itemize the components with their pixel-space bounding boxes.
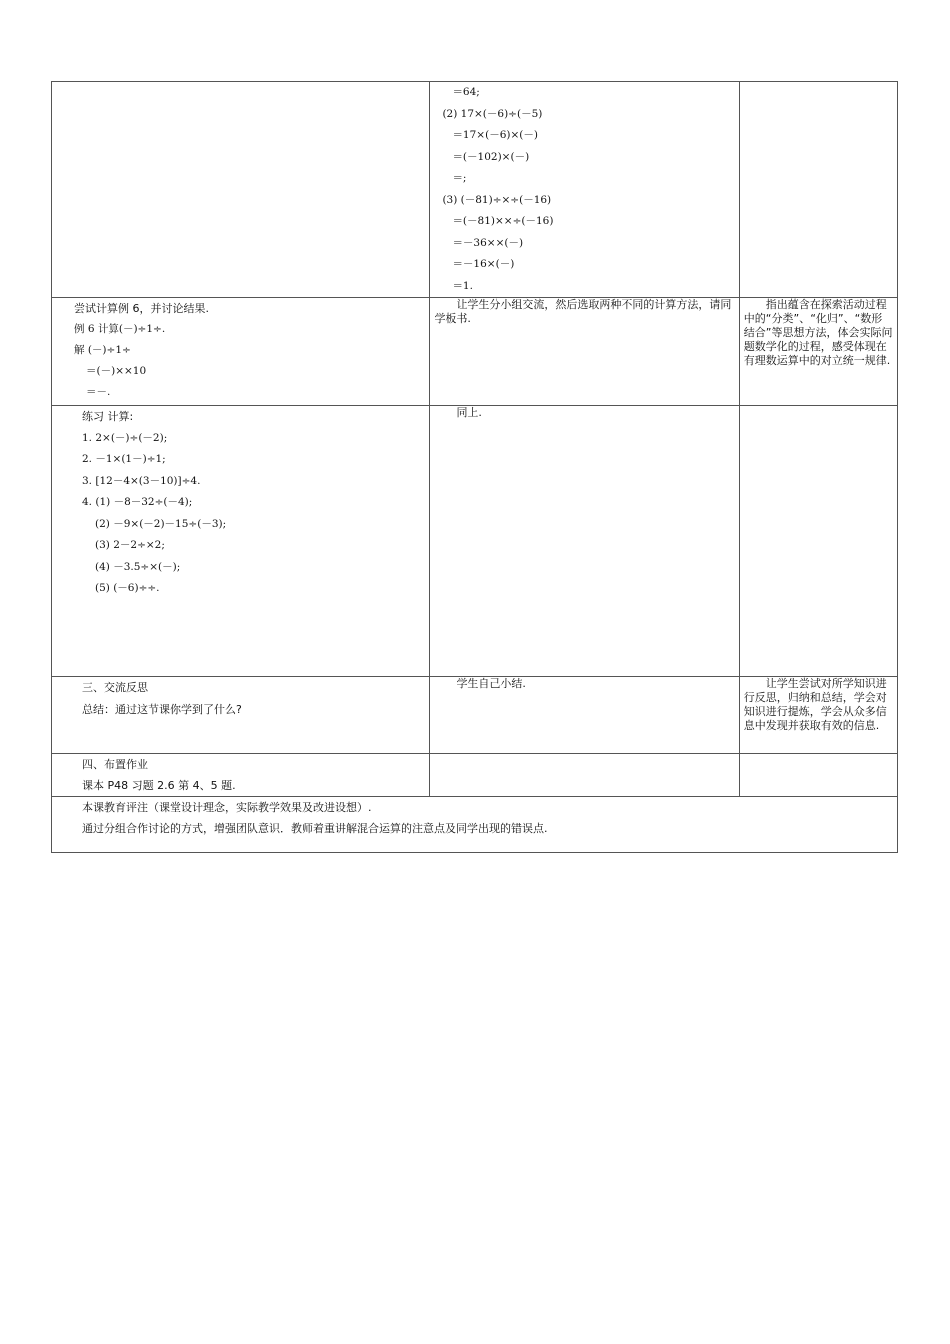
commentary-text: 通过分组合作讨论的方式，增强团队意识．教师着重讲解混合运算的注意点及同学出现的错误点. xyxy=(82,822,548,835)
practice-item: (3) 2－2÷×2; xyxy=(95,539,165,551)
example-line: 解 (－)÷1÷ xyxy=(74,344,131,356)
row1-right-cell xyxy=(739,82,897,298)
commentary-cell xyxy=(52,797,898,853)
solution-line: ＝1. xyxy=(452,279,473,292)
practice-item: 2. －1×(1－)÷1; xyxy=(82,453,166,465)
row4-right-cell xyxy=(739,677,897,754)
section-heading: 三、交流反思 xyxy=(82,681,148,694)
example-line: ＝－. xyxy=(86,386,111,398)
teacher-activity-text: 同上. xyxy=(456,406,482,419)
teacher-activity-text: 让学生分小组交流，然后选取两种不同的计算方法，请同学板书. xyxy=(434,298,732,325)
row1-mid-cell xyxy=(430,82,739,298)
teacher-activity-text: 学生自己小结. xyxy=(456,677,526,690)
solution-line: ＝－36××(－) xyxy=(452,236,524,249)
practice-item: 1. 2×(－)÷(－2); xyxy=(82,431,168,444)
row2-right-cell xyxy=(739,298,897,406)
lesson-plan-table xyxy=(51,81,898,853)
row2-left-cell xyxy=(52,298,430,406)
table-row-example-6 xyxy=(52,298,898,406)
example-line: ＝(－)××10 xyxy=(86,365,147,377)
row4-mid-cell xyxy=(430,677,739,754)
commentary-heading: 本课教育评注（课堂设计理念，实际教学效果及改进设想）. xyxy=(82,801,372,814)
row5-right-cell xyxy=(739,754,897,797)
solution-line: ＝－16×(－) xyxy=(452,258,515,270)
example-line: 例 6 计算(－)÷1÷. xyxy=(74,323,166,335)
table-row-reflection xyxy=(52,677,898,754)
row2-mid-cell xyxy=(430,298,739,406)
example-prompt: 尝试计算例 6，并讨论结果. xyxy=(74,302,209,315)
row3-mid-cell xyxy=(430,406,739,677)
lesson-plan-sheet xyxy=(51,81,898,853)
practice-item: 3. [12－4×(3－10)]÷4. xyxy=(82,474,201,487)
design-intent-text: 让学生尝试对所学知识进行反思，归纳和总结，学会对知识进行提炼，学会从众多信息中发现并获取有效的信息. xyxy=(743,677,887,732)
row1-left-cell xyxy=(52,82,430,298)
table-row-worked-solutions xyxy=(52,82,898,298)
summary-question: 总结：通过这节课你学到了什么? xyxy=(82,703,242,716)
row3-right-cell xyxy=(739,406,897,677)
solution-line: ＝; xyxy=(452,172,467,184)
solution-line: ＝17×(－6)×(－) xyxy=(452,129,538,141)
solution-line: (3) (－81)÷×÷(－16) xyxy=(442,193,552,206)
table-row-practice xyxy=(52,406,898,677)
section-heading: 四、布置作业 xyxy=(82,758,148,771)
row4-left-cell xyxy=(52,677,430,754)
row3-left-cell xyxy=(52,406,430,677)
practice-item: (4) －3.5÷×(－); xyxy=(95,560,181,573)
solution-line: ＝(－102)×(－) xyxy=(452,150,530,163)
homework-assignment: 课本 P48 习题 2.6 第 4、5 题. xyxy=(82,779,236,792)
solution-line: ＝(－81)××÷(－16) xyxy=(452,215,554,227)
solution-line: ＝64; xyxy=(452,86,480,98)
row5-left-cell xyxy=(52,754,430,797)
row5-mid-cell xyxy=(430,754,739,797)
practice-item: 4. (1) －8－32÷(－4); xyxy=(82,496,193,508)
practice-item: (5) (－6)÷÷. xyxy=(95,582,160,594)
table-row-commentary xyxy=(52,797,898,853)
solution-line: (2) 17×(－6)÷(－5) xyxy=(442,107,543,120)
practice-item: (2) －9×(－2)－15÷(－3); xyxy=(95,517,227,530)
table-row-homework xyxy=(52,754,898,797)
practice-heading: 练习 计算: xyxy=(82,410,134,423)
design-intent-text: 指出蕴含在探索活动过程中的“分类”、“化归”、“数形结合”等思想方法，体会实际问题数学化的过程，感受体现在有理数运算中的对立统一规律. xyxy=(743,298,893,367)
